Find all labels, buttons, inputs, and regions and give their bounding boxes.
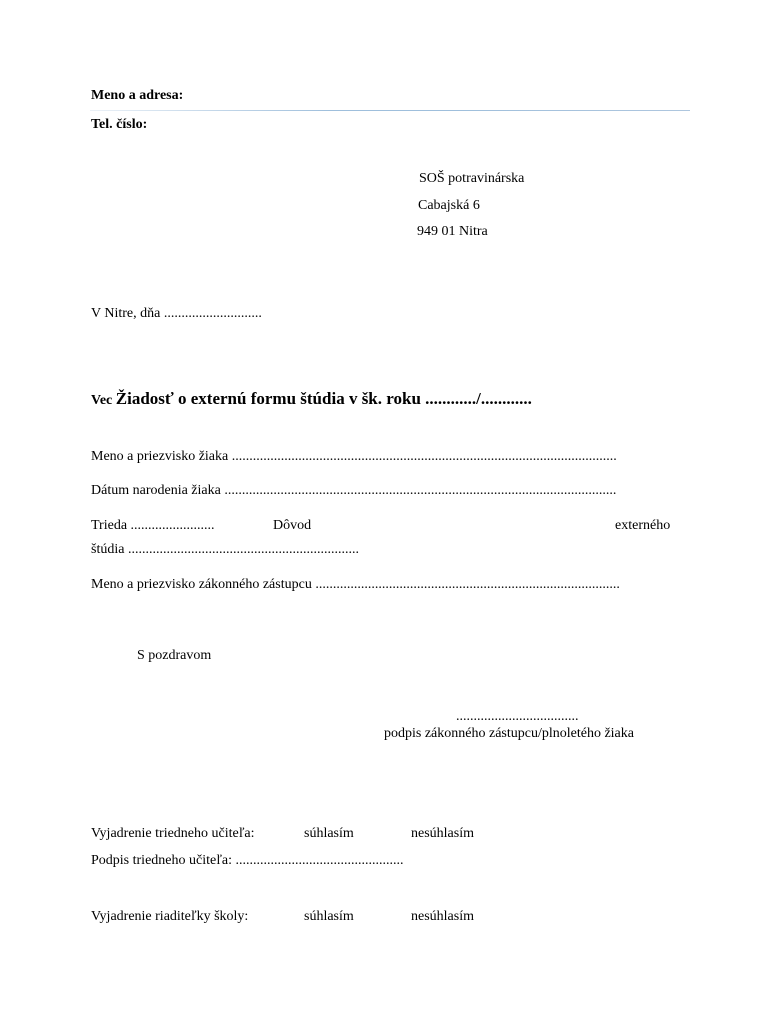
subject-line <box>91 390 532 408</box>
director-statement-label: Vyjadrenie riaditeľky školy: <box>91 909 249 924</box>
header-divider <box>90 110 690 111</box>
teacher-agree-option: súhlasím <box>304 826 354 841</box>
signature-label: podpis zákonného zástupcu/plnoletého žiaka <box>384 726 634 741</box>
subject-text: Žiadosť o externú formu štúdia v šk. roku ............/............ <box>115 389 532 408</box>
place-date: V Nitre, dňa ............................ <box>91 306 262 321</box>
teacher-disagree-option: nesúhlasím <box>411 826 474 841</box>
teacher-signature-field: Podpis triedneho učiteľa: ................................................ <box>91 853 404 868</box>
signature-line: ................................... <box>456 709 579 724</box>
director-agree-option: súhlasím <box>304 909 354 924</box>
phone-label: Tel. číslo: <box>91 117 148 132</box>
director-disagree-option: nesúhlasím <box>411 909 474 924</box>
class-field: Trieda ........................ <box>91 518 215 533</box>
reason-label: Dôvod <box>273 518 312 533</box>
recipient-line-1: SOŠ potravinárska <box>419 171 525 186</box>
recipient-line-3: 949 01 Nitra <box>417 224 488 239</box>
closing-greeting: S pozdravom <box>137 648 212 663</box>
guardian-name-field: Meno a priezvisko zákonného zástupcu ....................................................................................... <box>91 577 620 592</box>
recipient-line-2: Cabajská 6 <box>418 198 480 213</box>
reason-study-field: štúdia .................................................................. <box>91 542 359 557</box>
birth-date-field: Dátum narodenia žiaka ................................................................................................................ <box>91 483 617 498</box>
reason-external: externého <box>615 518 671 533</box>
student-name-field: Meno a priezvisko žiaka .............................................................................................................. <box>91 449 617 464</box>
teacher-statement-label: Vyjadrenie triedneho učiteľa: <box>91 826 255 841</box>
name-address-label: Meno a adresa: <box>91 88 184 103</box>
subject-prefix: Vec <box>91 393 116 408</box>
